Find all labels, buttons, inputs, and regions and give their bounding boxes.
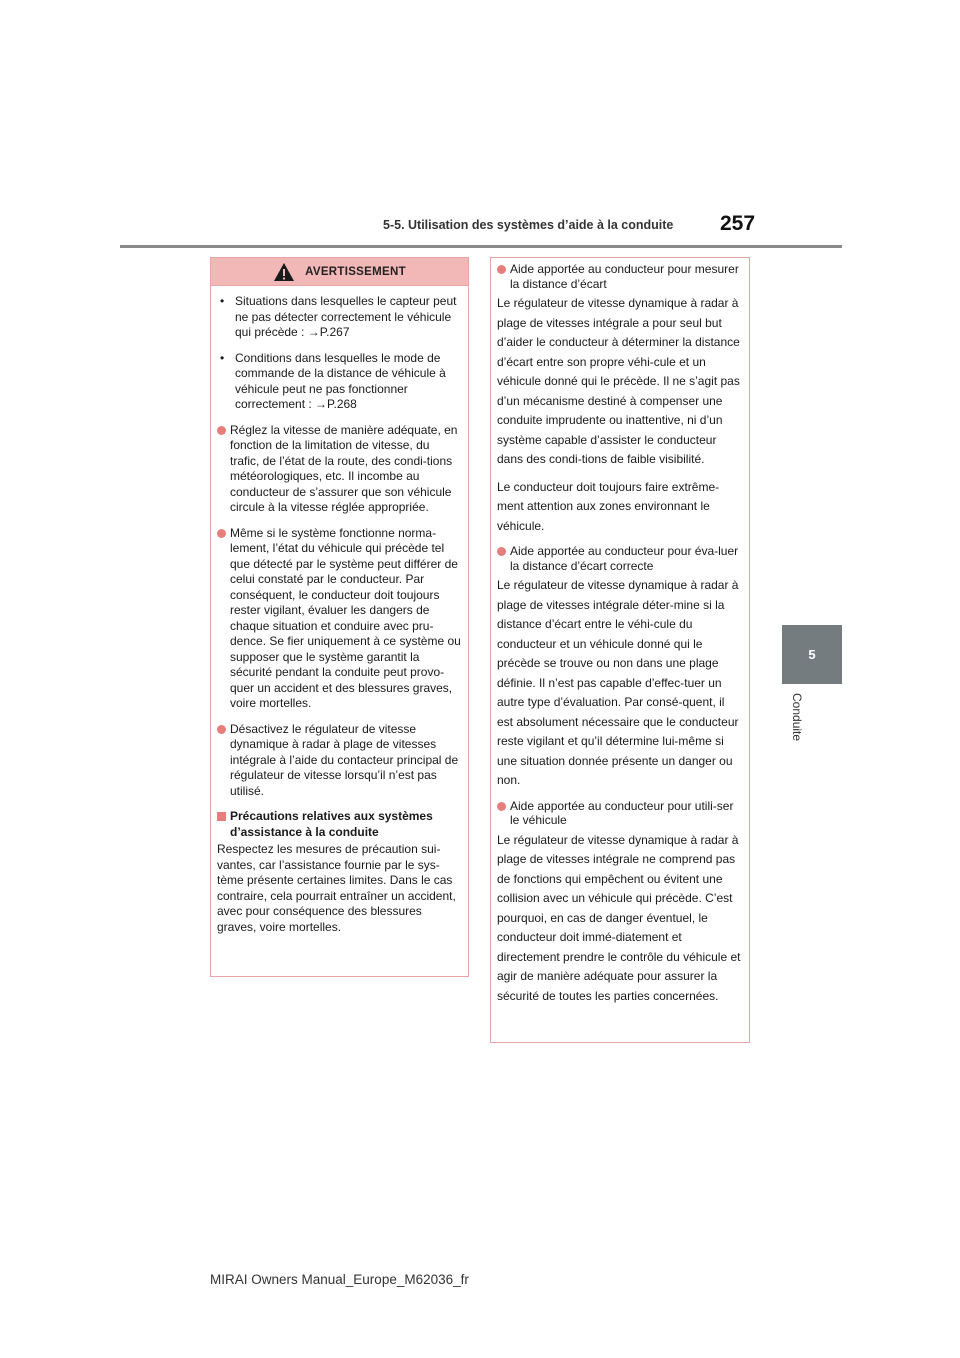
footer-text: MIRAI Owners Manual_Europe_M62036_fr [210,1272,469,1287]
bullet-dot-icon: • [220,350,225,365]
warning-header [211,258,468,286]
page-number: 257 [720,212,756,235]
circle-bullet-icon [497,265,506,274]
circle-bullet-icon [497,802,506,811]
circle-bullet-icon [217,725,226,734]
info-paragraph: Le régulateur de vitesse dynamique à radar à plage de vitesses intégrale déter-mine si la distance d’écart entre le véhi-cule du conducteur et un véhicule donné qui le précède se trouve ou non dans une plage définie. Il n’est pas capable d’effec-tuer un autre type d’évaluation. Par consé-quent, il est absolument nécessaire que le conducteur reste vigilant et qu’il détermine lui-même si une situation donnée présente un danger ou non. [497,578,739,787]
warning-dash-item [217,351,462,413]
info-paragraph: Le régulateur de vitesse dynamique à radar à plage de vitesses intégrale ne comprend pas de fonctions qui empêchent ou évitent une collision avec un véhicule qui précède. C’est pourquoi, en cas de danger éventuel, le conducteur doit immé-diatement et directement prendre le contrôle du véhicule et agir de manière adéquate pour assurer la sécurité de toutes les parties concernées. [497,832,741,1003]
chapter-number: 5 [808,647,816,662]
warning-square-heading-text: Précautions relatives aux systèmes d’assistance à la conduite [230,809,433,839]
info-heading [497,799,743,828]
bullet-dot-icon: • [220,294,225,308]
chapter-label: Conduite [790,693,804,742]
info-body [491,258,749,1006]
circle-bullet-icon [217,426,226,435]
info-heading-text: Aide apportée au conducteur pour mesurer la distance d’écart [510,262,739,291]
info-paragraph: Le conducteur doit toujours faire extrême-ment attention aux zones environnant le véhicule. [497,479,720,533]
info-heading-text: Aide apportée au conducteur pour utili-ser le véhicule [510,798,734,827]
warning-circle-item [217,722,462,800]
warning-dash-item [217,294,462,341]
warning-circle-item [217,526,462,712]
warning-square-text: Respectez les mesures de précaution sui-vantes, car l’assistance fournie par le sys-tème présente certaines limites. Dans le cas contraire, cela pourrait entraîner un accident, avec pour conséquence des blessures graves, voire mortelles. [217,842,456,934]
warning-circle-text: Réglez la vitesse de manière adéquate, en fonction de la limitation de vitesse, du trafic, de l’état de la route, des condi-tions météorologiques, etc. Il incombe au conducteur de s’assurer que son véhicule circule à la vitesse réglée appropriée. [230,422,458,514]
warning-triangle-icon [273,262,295,282]
info-box [490,257,750,1043]
info-heading [497,544,743,573]
warning-dash-text: Situations dans lesquelles le capteur peut ne pas détecter correctement le véhicule qui précède : →P.267 [235,294,457,339]
warning-circle-text: Désactivez le régulateur de vitesse dynamique à radar à plage de vitesses intégrale à l’aide du contacteur principal de régulateur de vitesse lorsqu’il n’est pas utilisé. [230,721,459,798]
info-paragraph: Le régulateur de vitesse dynamique à radar à plage de vitesses intégrale a pour seul but d’aider le conducteur à déterminer la distance d’écart entre son propre véhi-cule et un véhicule donné qui le précède. Il ne s’agit pas d’un mécanisme destiné à compenser une conduite imprudente ou inattentive, ni d’un système capable d’assister le conducteur dans des condi-tions de faible visibilité. [497,296,740,466]
header-divider [120,245,842,248]
circle-bullet-icon [497,547,506,556]
warning-box [210,257,469,977]
warning-title: AVERTISSEMENT [305,265,406,278]
circle-bullet-icon [217,529,226,538]
chapter-tab [782,625,842,684]
warning-dash-text: Conditions dans lesquelles le mode de commande de la distance de véhicule à véhicule peut ne pas fonctionner correctement : →P.268 [235,350,446,411]
square-bullet-icon [217,812,226,821]
section-title: 5-5. Utilisation des systèmes d’aide à la conduite [383,218,674,232]
warning-circle-item [217,423,462,516]
warning-square-heading [217,809,462,840]
warning-body [211,286,468,935]
info-heading [497,262,743,291]
warning-circle-text: Même si le système fonctionne norma-lement, l’état du véhicule qui précède tel que détecté par le système peut différer de celui constaté par le conducteur. Par conséquent, le conducteur doit toujours rester vigilant, évaluer les dangers de chaque situation et conduire avec pru-dence. Se fier uniquement à ce système ou supposer que le système garantit la sécurité pendant la conduite peut provo-quer un accident et des blessures graves, voire mortelles. [230,525,461,710]
info-heading-text: Aide apportée au conducteur pour éva-luer la distance d’écart correcte [510,544,739,573]
